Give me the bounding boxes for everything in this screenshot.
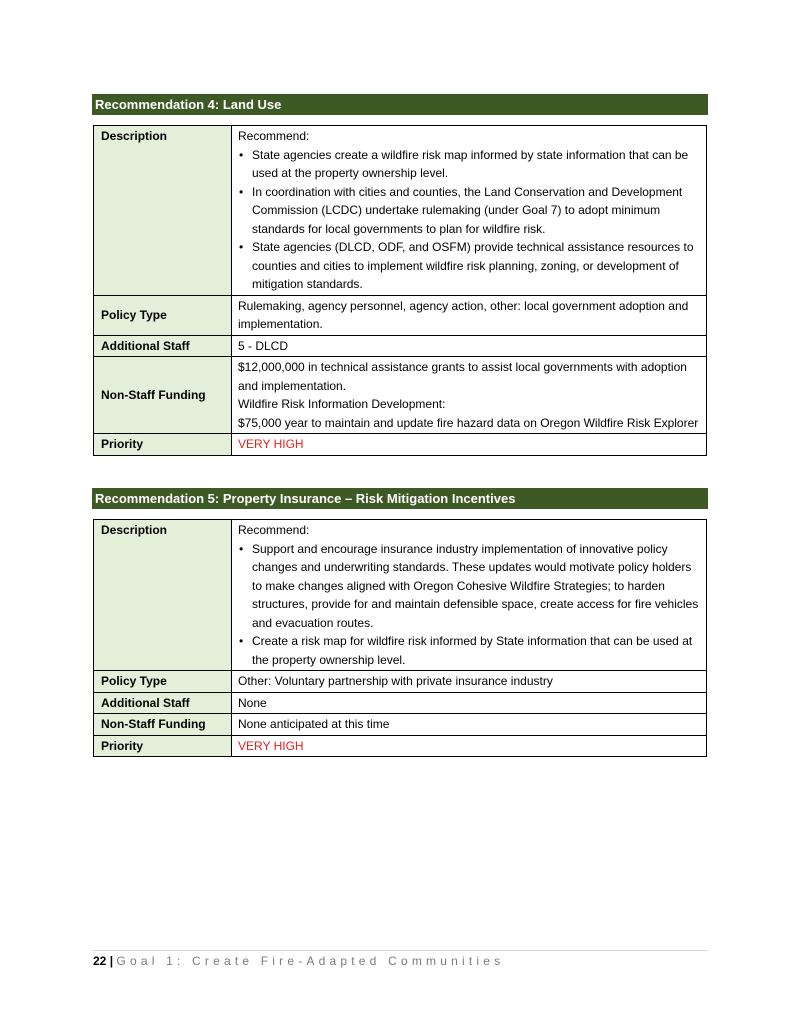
rec4-description-cell bbox=[232, 126, 707, 296]
list-item: • Create a risk map for wildfire risk informed by State information that can be used at the property ownership level. bbox=[238, 632, 700, 669]
rec5-non-staff-funding-label: Non-Staff Funding bbox=[94, 714, 232, 736]
rec4-additional-staff-row bbox=[94, 335, 707, 357]
rec4-funding-line: $12,000,000 in technical assistance grants to assist local governments with adoption and implementation. bbox=[238, 360, 687, 393]
rec4-funding-line: Wildfire Risk Information Development: bbox=[238, 397, 446, 411]
page-number: 22 bbox=[93, 954, 107, 968]
rec5-additional-staff-value: None bbox=[232, 692, 707, 714]
page-footer bbox=[93, 954, 504, 968]
rec5-policy-type-value: Other: Voluntary partnership with private insurance industry bbox=[232, 671, 707, 693]
rec4-non-staff-funding-row bbox=[94, 357, 707, 434]
rec4-description-row bbox=[94, 126, 707, 296]
list-item: • State agencies (DLCD, ODF, and OSFM) provide technical assistance resources to counties and cities to implement wildfire risk planning, zoning, or development of mitigation standards. bbox=[238, 238, 700, 294]
rec4-additional-staff-label: Additional Staff bbox=[94, 335, 232, 357]
footer-separator: | bbox=[109, 954, 114, 968]
rec5-priority-row bbox=[94, 735, 707, 757]
list-item: • Support and encourage insurance industry implementation of innovative policy changes and underwriting standards. These updates would motivate policy holders to make changes aligned with Oregon Cohesive Wildfire Strategies; to harden structures, provide for and maintain defensible space, create access for fire vehicles and evacuation routes. bbox=[238, 540, 700, 633]
footer-goal-title: Goal 1: Create Fire-Adapted Communities bbox=[116, 954, 505, 968]
rec5-additional-staff-row bbox=[94, 692, 707, 714]
rec5-description-intro: Recommend: bbox=[238, 523, 310, 537]
rec4-table bbox=[93, 125, 707, 456]
rec4-non-staff-funding-label: Non-Staff Funding bbox=[94, 357, 232, 434]
rec4-description-intro: Recommend: bbox=[238, 129, 310, 143]
rec4-additional-staff-value: 5 - DLCD bbox=[232, 335, 707, 357]
rec5-non-staff-funding-row bbox=[94, 714, 707, 736]
rec4-policy-type-row bbox=[94, 295, 707, 335]
rec5-policy-type-label: Policy Type bbox=[94, 671, 232, 693]
rec5-header: Recommendation 5: Property Insurance – Risk Mitigation Incentives bbox=[92, 488, 708, 509]
list-item: • In coordination with cities and counties, the Land Conservation and Development Commission (LCDC) undertake rulemaking (under Goal 7) to adopt minimum standards for local governments to plan for wildfire risk. bbox=[238, 183, 700, 239]
rec4-priority-row bbox=[94, 434, 707, 456]
rec5-bullet-list bbox=[238, 540, 700, 670]
rec4-policy-type-label: Policy Type bbox=[94, 295, 232, 335]
rec5-description-row bbox=[94, 520, 707, 671]
rec4-policy-type-value: Rulemaking, agency personnel, agency action, other: local government adoption and implementation. bbox=[232, 295, 707, 335]
rec4-header: Recommendation 4: Land Use bbox=[92, 94, 708, 115]
rec4-bullet-list bbox=[238, 146, 700, 294]
rec5-description-cell bbox=[232, 520, 707, 671]
rec5-table bbox=[93, 519, 707, 757]
rec5-additional-staff-label: Additional Staff bbox=[94, 692, 232, 714]
list-item: • State agencies create a wildfire risk map informed by state information that can be used at the property ownership level. bbox=[238, 146, 700, 183]
rec5-priority-label: Priority bbox=[94, 735, 232, 757]
rec4-priority-value: VERY HIGH bbox=[232, 434, 707, 456]
rec5-policy-type-row bbox=[94, 671, 707, 693]
rec4-funding-line: $75,000 year to maintain and update fire hazard data on Oregon Wildfire Risk Explorer bbox=[238, 415, 699, 430]
rec4-description-label: Description bbox=[94, 126, 232, 296]
footer-divider bbox=[92, 950, 708, 951]
rec5-non-staff-funding-value: None anticipated at this time bbox=[232, 714, 707, 736]
rec4-priority-label: Priority bbox=[94, 434, 232, 456]
rec5-priority-value: VERY HIGH bbox=[232, 735, 707, 757]
rec5-description-label: Description bbox=[94, 520, 232, 671]
rec4-non-staff-funding-value bbox=[232, 357, 707, 434]
